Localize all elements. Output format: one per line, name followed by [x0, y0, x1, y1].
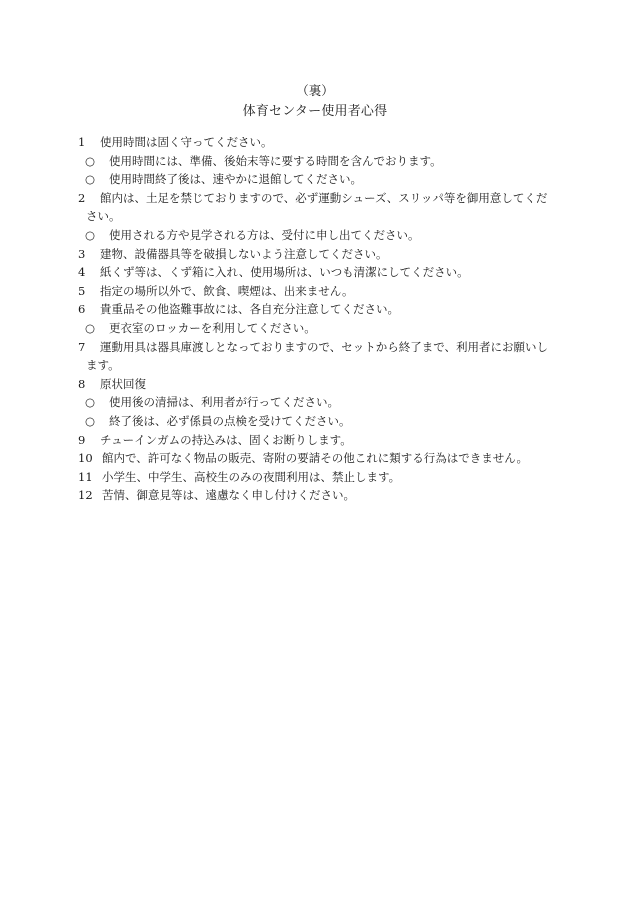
rule-item [78, 282, 563, 301]
rule-number: 11 [78, 469, 93, 484]
rule-item [78, 431, 563, 450]
rule-text: 苦情、御意見等は、遠慮なく申し付けください。 [102, 488, 355, 503]
rule-subitem-text: 使用時間には、準備、後始末等に要する時間を含んでおります。 [109, 153, 442, 168]
rule-item [78, 486, 563, 505]
rule-text-continuation [78, 356, 563, 375]
rule-text: 指定の場所以外で、飲食、喫煙は、出来ません。 [100, 283, 354, 298]
rule-item [78, 263, 563, 282]
rule-number: 10 [78, 451, 93, 466]
rule-text: 使用時間は固く守ってください。 [100, 135, 273, 149]
rule-subitem-text: 使用時間終了後は、速やかに退館してください。 [109, 172, 362, 187]
rule-item [78, 189, 563, 208]
rule-text-continuation-text: ます。 [86, 358, 120, 373]
rule-item [78, 338, 563, 357]
rule-text: 運動用具は器具庫渡しとなっておりますので、セットから終了まで、利用者にお願いし [100, 339, 549, 354]
rule-number: 7 [78, 339, 86, 354]
circle-bullet-icon: ○ [85, 227, 96, 242]
rule-text: 小学生、中学生、高校生のみの夜間利用は、禁止します。 [102, 469, 401, 484]
rule-text: チューインガムの持込みは、固くお断りします。 [100, 432, 352, 447]
rule-subitem [78, 319, 563, 338]
page-side-label: （裏） [296, 83, 334, 98]
rule-number: 12 [78, 488, 93, 503]
rule-item [78, 468, 563, 487]
rule-number: 6 [78, 302, 86, 317]
rule-number: 3 [78, 246, 86, 261]
rule-subitem-text: 終了後は、必ず係員の点検を受けてください。 [109, 413, 351, 428]
rule-item [78, 449, 563, 468]
rule-text-continuation [78, 207, 563, 226]
rule-subitem [78, 412, 563, 431]
circle-bullet-icon: ○ [85, 153, 96, 168]
rule-text: 建物、設備器具等を破損しないよう注意してください。 [100, 246, 388, 261]
rule-subitem [78, 152, 563, 171]
circle-bullet-icon: ○ [85, 413, 96, 428]
rule-subitem-text: 使用後の清掃は、利用者が行ってください。 [109, 395, 339, 410]
rule-subitem [78, 226, 563, 245]
rule-number: 5 [78, 283, 86, 298]
page-title: 体育センター使用者心得 [242, 104, 388, 119]
rule-item [78, 375, 563, 394]
rule-text: 紙くず等は、くず箱に入れ、使用場所は、いつも清潔にしてください。 [100, 265, 469, 280]
rule-text-continuation-text: さい。 [86, 209, 121, 224]
rule-text: 原状回復 [100, 376, 146, 391]
rule-subitem-text: 使用される方や見学される方は、受付に申し出てください。 [109, 227, 420, 242]
rule-subitem [78, 170, 563, 189]
rule-subitem-text: 更衣室のロッカーを利用してください。 [109, 320, 316, 335]
rule-number: 9 [78, 432, 86, 447]
rule-subitem [78, 393, 563, 412]
circle-bullet-icon: ○ [85, 320, 96, 335]
circle-bullet-icon: ○ [85, 172, 96, 187]
rules-list [78, 133, 563, 505]
rule-number: 2 [78, 190, 86, 205]
rule-text: 館内で、許可なく物品の販売、寄附の要請その他これに類する行為はできません。 [102, 451, 528, 466]
rule-text: 館内は、土足を禁じておりますので、必ず運動シューズ、スリッパ等を御用意してくだ [100, 190, 548, 205]
rule-item [78, 133, 563, 152]
rule-text: 貴重品その他盗難事故には、各自充分注意してください。 [100, 302, 399, 317]
document-header [0, 82, 630, 121]
rule-item [78, 300, 563, 319]
rule-number: 4 [78, 265, 86, 280]
rule-item [78, 245, 563, 264]
rule-number: 1 [78, 135, 86, 149]
rule-number: 8 [78, 376, 86, 391]
circle-bullet-icon: ○ [85, 395, 96, 410]
